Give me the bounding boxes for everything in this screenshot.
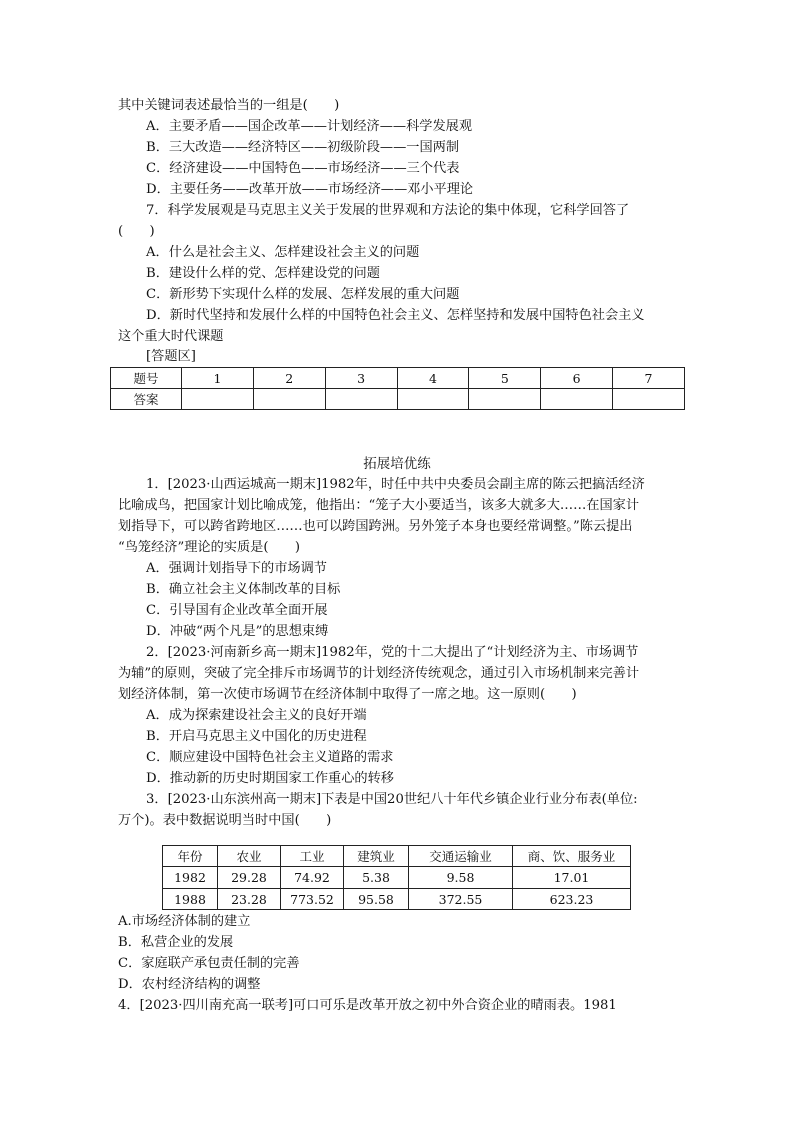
- ex4-stem-line: 4．[2023·四川南充高一联考]可口可乐是改革开放之初中外合资企业的晴雨表。1981: [118, 998, 617, 1013]
- ex2-option-c: C．顺应建设中国特色社会主义道路的需求: [146, 750, 394, 765]
- table-cell: 17.01: [513, 867, 631, 889]
- answer-grid-answer-row: [111, 389, 685, 410]
- ex3-option-b: B．私营企业的发展: [118, 935, 234, 950]
- table-cell: 623.23: [513, 889, 631, 910]
- table-row: [163, 889, 631, 910]
- industry-distribution-table: [162, 845, 631, 910]
- q6-option-b: B．三大改造——经济特区——初级阶段——一国两制: [146, 140, 460, 155]
- q7-option-b: B．建设什么样的党、怎样建设党的问题: [146, 266, 380, 281]
- table-cell: 23.28: [218, 889, 281, 910]
- answer-grid-header-label: 题号: [111, 368, 182, 389]
- ex3-option-a: A.市场经济体制的建立: [118, 914, 251, 929]
- table-row: [163, 867, 631, 889]
- answer-grid: [110, 367, 685, 410]
- answer-cell[interactable]: [541, 389, 613, 410]
- answer-cell[interactable]: [613, 389, 685, 410]
- q7-option-a: A．什么是社会主义、怎样建设社会主义的问题: [146, 245, 420, 260]
- q7-option-c: C．新形势下实现什么样的发展、怎样发展的重大问题: [146, 287, 460, 302]
- ex2-option-b: B．开启马克思主义中国化的历史进程: [146, 729, 367, 744]
- answer-grid-number: 1: [182, 368, 254, 389]
- ex1-option-d: D．冲破“两个凡是”的思想束缚: [146, 624, 329, 639]
- answer-cell[interactable]: [182, 389, 254, 410]
- table-cell: 372.55: [409, 889, 513, 910]
- ex3-stem-line: 万个)。表中数据说明当时中国( ): [118, 813, 332, 828]
- ex1-stem-line: 1．[2023·山西运城高一期末]1982年，时任中共中央委员会副主席的陈云把搞活经济: [146, 477, 645, 492]
- table-header-cell: 商、饮、服务业: [513, 846, 631, 867]
- ex2-stem-line: 为辅”的原则，突破了完全排斥市场调节的计划经济传统观念，通过引入市场机制来完善计: [118, 666, 640, 681]
- ex3-option-d: D．农村经济结构的调整: [118, 977, 261, 992]
- ex1-stem-line: “鸟笼经济”理论的实质是( ): [118, 540, 301, 555]
- answer-grid-number: 3: [325, 368, 397, 389]
- ex1-option-c: C．引导国有企业改革全面开展: [146, 603, 328, 618]
- ex3-option-c: C．家庭联产承包责任制的完善: [118, 956, 300, 971]
- q7-option-d: D．新时代坚持和发展什么样的中国特色社会主义、怎样坚持和发展中国特色社会主义: [146, 308, 645, 323]
- q7-stem-bracket: ( ): [118, 224, 155, 239]
- q6-stem: 其中关键词表述最恰当的一组是( ): [118, 98, 340, 113]
- answer-grid-number: 5: [469, 368, 541, 389]
- table-header-row: [163, 846, 631, 867]
- table-cell: 74.92: [281, 867, 344, 889]
- table-cell: 9.58: [409, 867, 513, 889]
- answer-cell[interactable]: [469, 389, 541, 410]
- answer-grid-number: 2: [253, 368, 325, 389]
- ex1-stem-line: 划指导下，可以跨省跨地区……也可以跨国跨洲。另外笼子本身也要经常调整。”陈云提出: [118, 519, 633, 534]
- table-cell: 5.38: [344, 867, 409, 889]
- answer-cell[interactable]: [325, 389, 397, 410]
- q7-stem: 7．科学发展观是马克思主义关于发展的世界观和方法论的集中体现，它科学回答了: [146, 203, 630, 218]
- table-cell: 773.52: [281, 889, 344, 910]
- table-header-cell: 交通运输业: [409, 846, 513, 867]
- answer-grid-number: 7: [613, 368, 685, 389]
- q7-option-d-continued: 这个重大时代课题: [118, 329, 224, 344]
- table-header-cell: 工业: [281, 846, 344, 867]
- table-cell: 1982: [163, 867, 218, 889]
- answer-grid-answer-label: 答案: [111, 389, 182, 410]
- table-cell: 95.58: [344, 889, 409, 910]
- ex2-stem-line: 划经济体制，第一次使市场调节在经济体制中取得了一席之地。这一原则( ): [118, 687, 577, 702]
- q6-option-a: A．主要矛盾——国企改革——计划经济——科学发展观: [146, 119, 473, 134]
- answer-grid-number: 4: [397, 368, 469, 389]
- ex2-stem-line: 2．[2023·河南新乡高一期末]1982年，党的十二大提出了“计划经济为主、市场调节: [146, 645, 639, 660]
- answer-cell[interactable]: [397, 389, 469, 410]
- ex2-option-d: D．推动新的历史时期国家工作重心的转移: [146, 771, 394, 786]
- answer-grid-number-row: [111, 368, 685, 389]
- q6-option-d: D．主要任务——改革开放——市场经济——邓小平理论: [146, 182, 474, 197]
- answer-grid-number: 6: [541, 368, 613, 389]
- ex1-option-b: B．确立社会主义体制改革的目标: [146, 582, 341, 597]
- ex2-option-a: A．成为探索建设社会主义的良好开端: [146, 708, 367, 723]
- ex3-stem-line: 3．[2023·山东滨州高一期末]下表是中国20世纪八十年代乡镇企业行业分布表(单位:: [146, 792, 638, 807]
- table-header-cell: 建筑业: [344, 846, 409, 867]
- q6-option-c: C．经济建设——中国特色——市场经济——三个代表: [146, 161, 460, 176]
- ex1-stem-line: 比喻成鸟，把国家计划比喻成笼，他指出：“笼子大小要适当，该多大就多大……在国家计: [118, 498, 640, 513]
- table-header-cell: 年份: [163, 846, 218, 867]
- section-title: 拓展培优练: [363, 456, 431, 472]
- answer-area-label: [答题区]: [146, 349, 196, 364]
- table-cell: 1988: [163, 889, 218, 910]
- table-header-cell: 农业: [218, 846, 281, 867]
- answer-cell[interactable]: [253, 389, 325, 410]
- table-cell: 29.28: [218, 867, 281, 889]
- ex1-option-a: A．强调计划指导下的市场调节: [146, 561, 327, 576]
